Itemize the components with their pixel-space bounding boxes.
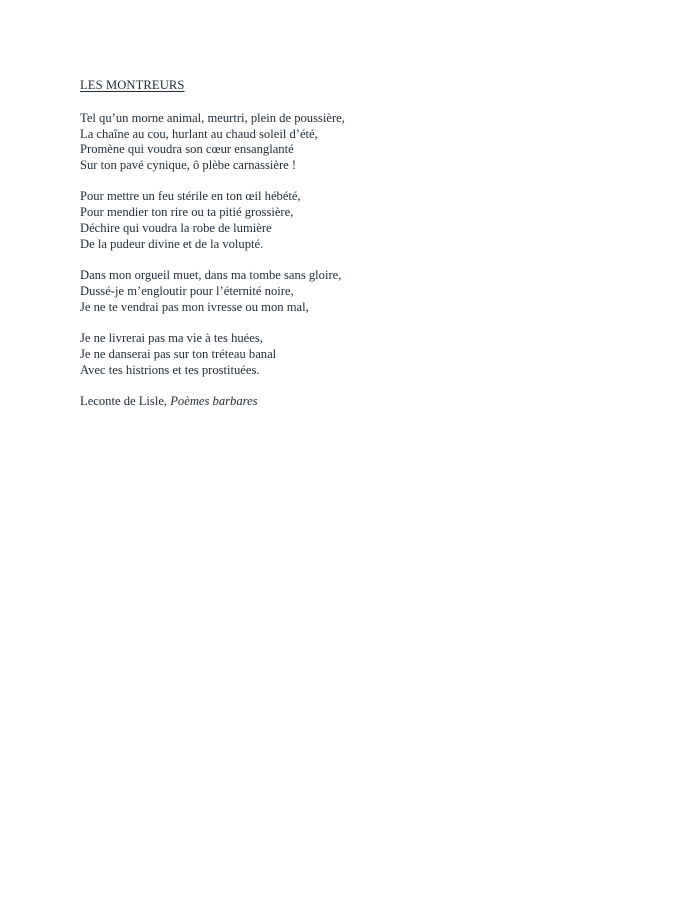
poem-line: Dans mon orgueil muet, dans ma tombe sans gloire,: [80, 268, 342, 283]
poem-line: Promène qui voudra son cœur ensanglanté: [80, 142, 294, 157]
attribution: [80, 394, 640, 410]
poem-block: [80, 78, 640, 410]
poem-line: Avec tes histrions et tes prostituées.: [80, 362, 260, 377]
poem-line: Déchire qui voudra la robe de lumière: [80, 221, 272, 236]
poem-line: Sur ton pavé cynique, ô plèbe carnassière !: [80, 158, 297, 173]
poem-line: De la pudeur divine et de la volupté.: [80, 236, 264, 251]
poem-line: Je ne te vendrai pas mon ivresse ou mon mal,: [80, 299, 309, 314]
stanza-3: [80, 268, 640, 315]
poem-line: Pour mendier ton rire ou ta pitié grossière,: [80, 205, 294, 220]
poem-line: Tel qu’un morne animal, meurtri, plein de poussière,: [80, 110, 345, 125]
stanza-1: [80, 111, 640, 174]
attribution-work: Poèmes barbares: [170, 393, 258, 408]
attribution-author: Leconte de Lisle,: [80, 393, 168, 408]
stanza-2: [80, 189, 640, 252]
poem-line: Je ne danserai pas sur ton tréteau banal: [80, 346, 277, 361]
poem-title: LES MONTREURS: [80, 78, 185, 92]
poem-line: Je ne livrerai pas ma vie à tes huées,: [80, 331, 263, 346]
poem-line: Pour mettre un feu stérile en ton œil hébété,: [80, 189, 301, 204]
poem-line: Dussé-je m’engloutir pour l’éternité noire,: [80, 283, 294, 298]
stanza-4: [80, 331, 640, 378]
poem-line: La chaîne au cou, hurlant au chaud soleil d’été,: [80, 126, 318, 141]
